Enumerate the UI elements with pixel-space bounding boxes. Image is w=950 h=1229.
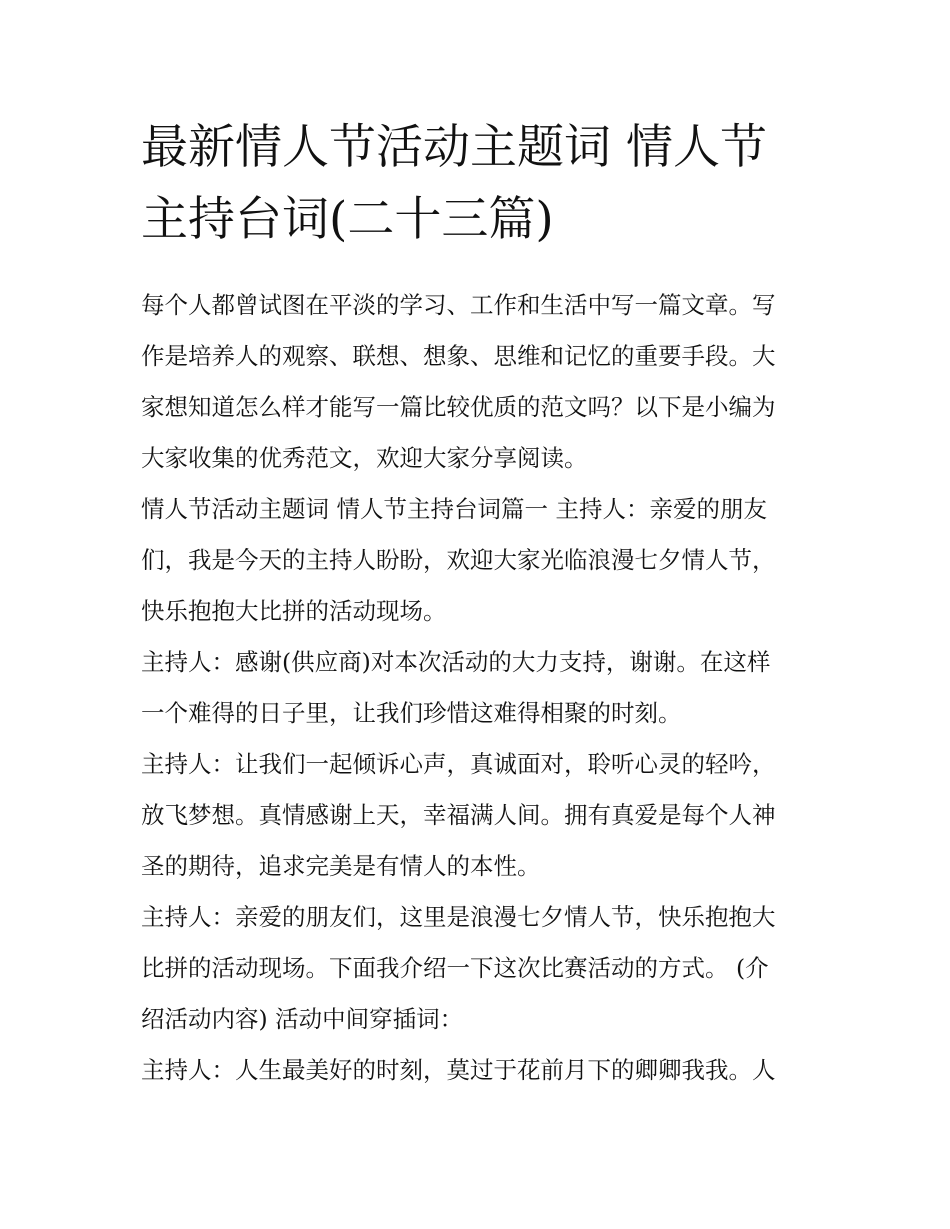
text-line: 作是培养人的观察、联想、想象、思维和记忆的重要手段。大 [141,342,776,370]
text-line: 圣的期待，追求完美是有情人的本性。 [141,852,541,880]
paragraph-host-activity [141,892,821,1045]
paragraph-host-moment [141,1045,821,1096]
document-title [141,112,821,256]
text-line: 一个难得的日子里，让我们珍惜这难得相聚的时刻。 [141,699,682,727]
paragraph-host-thanks [141,637,821,739]
text-line: 快乐抱抱大比拼的活动现场。 [141,597,447,625]
paragraph-host-heart [141,739,821,892]
text-line: 每个人都曾试图在平淡的学习、工作和生活中写一篇文章。写 [141,291,776,319]
paragraph-intro [141,280,821,484]
text-line: 家想知道怎么样才能写一篇比较优质的范文吗？以下是小编为 [141,393,776,421]
text-line: 情人节活动主题词 情人节主持台词篇一 主持人：亲爱的朋友 [141,495,767,523]
title-line: 最新情人节活动主题词 情人节 [141,120,767,175]
text-line: 主持人：亲爱的朋友们，这里是浪漫七夕情人节，快乐抱抱大 [141,903,776,931]
text-line: 主持人：让我们一起倾诉心声，真诚面对，聆听心灵的轻吟， [141,750,776,778]
text-line: 大家收集的优秀范文，欢迎大家分享阅读。 [141,444,588,472]
text-line: 放飞梦想。真情感谢上天，幸福满人间。拥有真爱是每个人神 [141,801,776,829]
text-line: 主持人：人生最美好的时刻，莫过于花前月下的卿卿我我。人 [141,1056,776,1084]
text-line: 们，我是今天的主持人盼盼，欢迎大家光临浪漫七夕情人节， [141,546,776,574]
text-line: 比拼的活动现场。下面我介绍一下这次比赛活动的方式。 (介 [141,954,769,982]
title-line: 主持台词(二十三篇) [141,192,554,247]
document-body [141,280,821,1096]
text-line: 绍活动内容) 活动中间穿插词： [141,1005,464,1033]
text-line: 主持人：感谢(供应商)对本次活动的大力支持，谢谢。在这样 [141,648,771,676]
paragraph-host-welcome [141,484,821,637]
